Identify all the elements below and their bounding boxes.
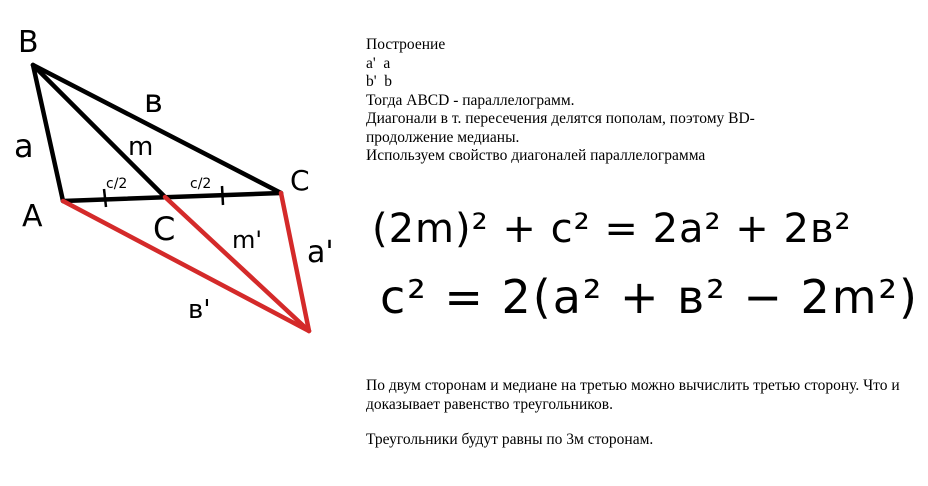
formula-c-squared: c² = 2(a² + в² − 2m²) — [380, 270, 919, 324]
vertex-label-b: B — [18, 25, 39, 60]
side-ac — [63, 193, 281, 201]
notes-line-3: b' b — [366, 73, 393, 90]
notes-line-5: Диагонали в т. пересечения делятся пополам, поэтому BD- — [366, 110, 755, 127]
vertex-label-a: A — [22, 199, 43, 234]
side-label-a: a — [14, 127, 34, 165]
side-b-prime — [63, 201, 309, 331]
construction-notes — [366, 36, 886, 166]
side-ab — [33, 65, 63, 201]
side-label-b: в — [144, 82, 163, 120]
formula-diagonal-property: (2m)² + c² = 2a² + 2в² — [372, 206, 852, 252]
conclusion-paragraph: По двум сторонам и медиане на третью можно вычислить третью сторону. Что и доказывает равенство треугольников. — [366, 377, 900, 413]
side-label-b-prime: в' — [188, 295, 211, 325]
side-label-a-prime: a' — [307, 235, 334, 270]
side-label-m: m — [128, 132, 154, 162]
side-label-c: C — [153, 210, 176, 248]
notes-line-2: a' a — [366, 54, 391, 72]
tick-right — [222, 186, 223, 205]
side-label-m-prime: m' — [232, 226, 262, 254]
final-statement: Треугольники будут равны по 3м сторонам. — [366, 431, 654, 448]
notes-line-1: Построение — [366, 36, 446, 53]
parallelogram-construction-figure — [0, 0, 360, 486]
notes-line-6: продолжение медианы. — [366, 128, 520, 146]
notes-line-4: Тогда ABCD - параллелограмм. — [366, 91, 575, 109]
vertex-label-c: C — [290, 164, 310, 197]
side-label-c-half-right: c/2 — [190, 176, 212, 192]
side-label-c-half-left: c/2 — [106, 176, 128, 192]
notes-line-7: Используем свойство диагоналей параллелограмма — [366, 147, 706, 164]
